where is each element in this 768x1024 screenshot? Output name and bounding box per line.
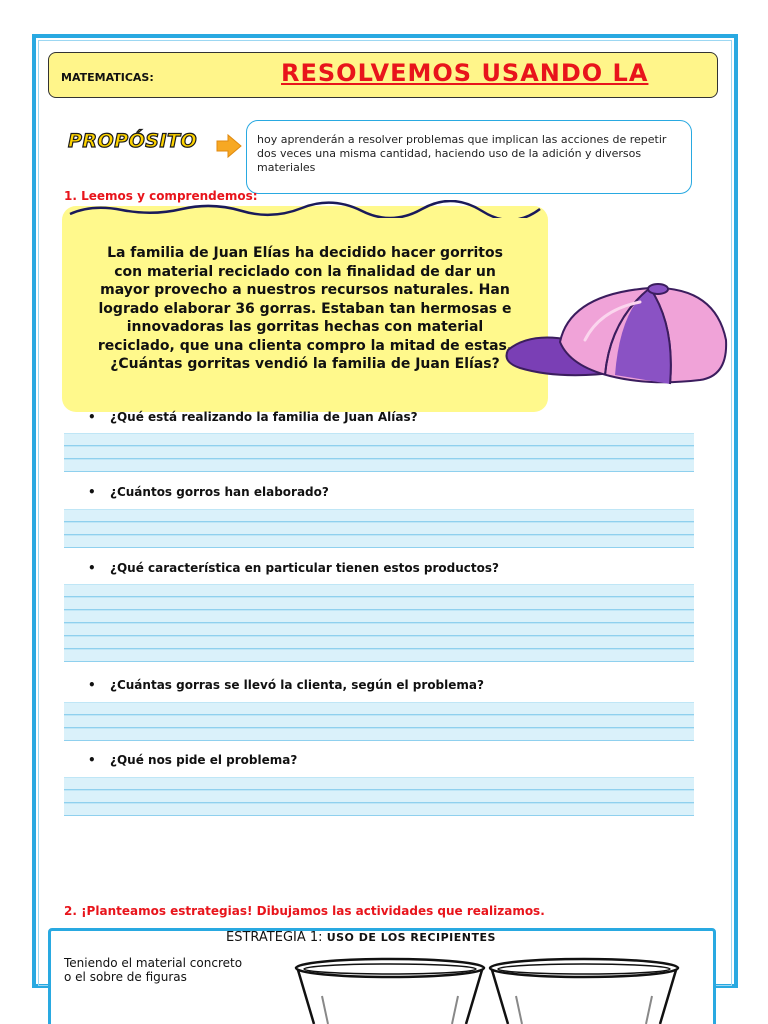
story-line: reciclado, que una clienta compro la mitad de estas. <box>97 337 513 354</box>
answer-lines-5[interactable] <box>64 777 694 816</box>
question-5-text: ¿Qué nos pide el problema? <box>110 753 298 767</box>
story-line: ¿Cuántas gorritas vendió la familia de Juan Elías? <box>110 356 500 372</box>
answer-lines-4[interactable] <box>64 702 694 741</box>
story-line: mayor provecho a nuestros recursos naturales. Han <box>100 282 510 298</box>
strategy-text-line: Teniendo el material concreto <box>64 956 243 970</box>
purpose-box <box>246 120 692 194</box>
question-4-text: ¿Cuántas gorras se llevó la clienta, según el problema? <box>110 678 484 692</box>
answer-lines-2[interactable] <box>64 509 694 548</box>
page-title: RESOLVEMOS USANDO LA <box>281 59 649 87</box>
question-1-text: ¿Qué está realizando la familia de Juan Alías? <box>110 410 418 424</box>
cap-icon <box>500 280 730 390</box>
answer-lines-1[interactable] <box>64 433 694 472</box>
story-line: La familia de Juan Elías ha decidido hacer gorritos <box>107 245 503 261</box>
purpose-label: PROPÓSITO <box>68 130 198 152</box>
question-2-text: ¿Cuántos gorros han elaborado? <box>110 485 329 499</box>
strategy-text <box>64 956 242 984</box>
question-4: • ¿Cuántas gorras se llevó la clienta, según el problema? <box>88 678 484 692</box>
question-3: • ¿Qué característica en particular tienen estos productos? <box>88 561 499 575</box>
story-line: con material reciclado con la finalidad de dar un <box>114 263 496 280</box>
question-3-text: ¿Qué característica en particular tienen estos productos? <box>110 561 499 575</box>
purpose-text: hoy aprenderán a resolver problemas que implican las acciones de repetir dos veces una misma cantidad, haciendo uso de la adición y diversos materiales <box>257 133 667 174</box>
strategy-sub: USO DE LOS RECIPIENTES <box>326 931 496 944</box>
section-2-heading: 2. ¡Planteamos estrategias! Dibujamos las actividades que realizamos. <box>64 904 545 918</box>
strategy-title <box>226 930 496 945</box>
section-1-heading: 1. Leemos y comprendemos: <box>64 189 258 203</box>
strategy-label: ESTRATEGIA 1: <box>226 930 323 945</box>
cup-icon <box>292 956 488 1024</box>
question-2: • ¿Cuántos gorros han elaborado? <box>88 485 329 499</box>
cup-icon <box>486 956 682 1024</box>
answer-lines-3[interactable] <box>64 584 694 662</box>
question-5: • ¿Qué nos pide el problema? <box>88 753 298 767</box>
question-1: • ¿Qué está realizando la familia de Juan Alías? <box>88 410 418 424</box>
subject-label: MATEMATICAS: <box>61 71 154 84</box>
arrow-right-icon <box>216 133 242 159</box>
story-wave-border <box>62 200 548 218</box>
strategy-text-line: o el sobre de figuras <box>64 970 187 984</box>
story-line: logrado elaborar 36 gorras. Estaban tan hermosas e <box>98 300 512 317</box>
story-line: innovadoras las gorritas hechas con material <box>126 319 484 335</box>
story-box <box>62 206 548 412</box>
header-banner <box>48 52 718 98</box>
